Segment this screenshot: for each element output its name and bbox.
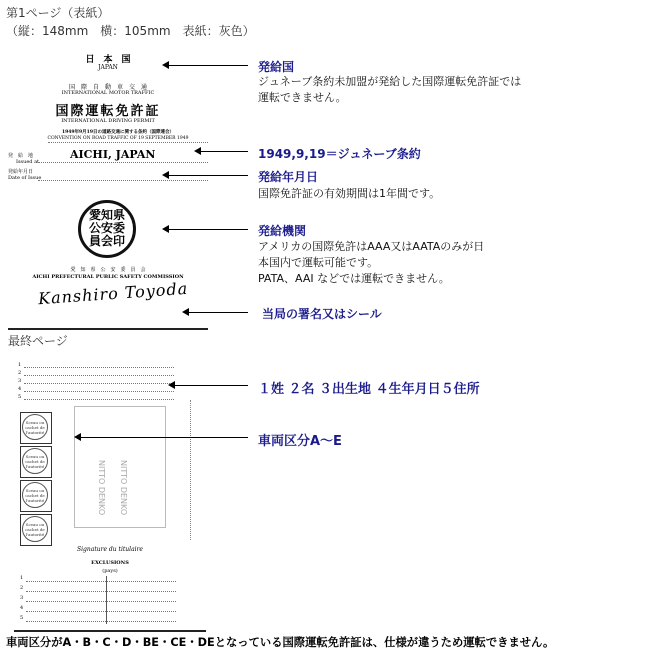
- arrow-fields: [174, 385, 248, 386]
- cover-date-jp: 発給年月日: [8, 169, 34, 175]
- page-spec: （縦：148mm 横：105mm 表紙：灰色）: [6, 24, 255, 38]
- exclusion-number: 4: [20, 605, 24, 611]
- field-number: 5: [18, 394, 22, 400]
- cover-signature: Kanshiro Toyoda: [37, 278, 189, 309]
- cover-permit-en: INTERNATIONAL DRIVING PERMIT: [61, 118, 155, 124]
- arrow-issue-date: [168, 175, 248, 176]
- cover-date-en: Date of Issue: [8, 175, 42, 181]
- field-number: 2: [18, 370, 22, 376]
- cover-scan: [8, 40, 208, 330]
- arrow-convention: [200, 151, 248, 152]
- stamp-category-d: Sceau ou cachet de l'autorité: [22, 516, 48, 542]
- exclusions-sub: (pays): [102, 568, 118, 574]
- field-number: 4: [18, 386, 22, 392]
- page-title: 第1ページ（表紙）: [6, 6, 110, 20]
- arrow-vehicle-category: [80, 437, 248, 438]
- stamp-category-b: Sceau ou cachet de l'autorité: [22, 448, 48, 474]
- last-page-title: 最終ページ: [8, 334, 68, 348]
- authority-seal: [78, 200, 136, 258]
- cover-traffic-en: INTERNATIONAL MOTOR TRAFFIC: [61, 90, 155, 96]
- exclusion-number: 2: [20, 585, 24, 591]
- authority-note-3: PATA、AAI などでは運転できません。: [258, 272, 450, 285]
- issue-date-label: 発給年月日: [258, 170, 319, 184]
- fields-label: １姓 ２名 ３出生地 ４生年月日５住所: [258, 382, 480, 397]
- field-number: 1: [18, 362, 22, 368]
- cover-issued-at-jp: 発 給 地: [8, 153, 34, 159]
- field-number: 3: [18, 378, 22, 384]
- cover-country-en: JAPAN: [98, 64, 118, 71]
- authority-note-1: アメリカの国際免許はAAA又はAATAのみが日: [258, 240, 485, 253]
- exclusion-number: 5: [20, 615, 24, 621]
- cover-issued-at-en: Issued at: [16, 159, 40, 165]
- arrow-issuing-authority: [168, 229, 248, 230]
- last-page-scan: [14, 350, 206, 632]
- arrow-signature: [188, 312, 248, 313]
- authority-note-2: 本国内で運転可能です。: [258, 256, 379, 269]
- stamp-category-a: Sceau ou cachet de l'autorité: [22, 414, 48, 440]
- cover-traffic-jp: 国 際 自 動 車 交 通: [68, 84, 147, 91]
- authority-seal-text: 愛知県公安委員会印: [88, 209, 125, 248]
- cover-convention-en: CONVENTION ON ROAD TRAFFIC OF 19 SEPTEMBER 1949: [47, 136, 189, 141]
- cover-country-jp: 日 本 国: [85, 55, 131, 65]
- cover-permit-jp: 国際運転免許証: [55, 104, 161, 119]
- stamp-category-c: Sceau ou cachet de l'autorité: [22, 482, 48, 508]
- vehicle-category-label: 車両区分A～E: [258, 434, 342, 449]
- company-stamp-2: NITTO DENKO: [119, 460, 128, 516]
- issuing-authority-label: 発給機関: [258, 224, 307, 238]
- convention-label: 1949,9,19＝ジュネーブ条約: [258, 147, 421, 161]
- cover-authority-jp: 愛 知 県 公 安 委 員 会: [70, 267, 146, 273]
- cover-authority-en: AICHI PREFECTURAL PUBLIC SAFETY COMMISSION: [32, 274, 184, 280]
- cover-issued-at-value: AICHI, JAPAN: [70, 148, 156, 161]
- exclusions-title: EXCLUSIONS: [91, 560, 129, 566]
- company-stamp-1: NITTO DENKO: [97, 460, 106, 516]
- signature-label: 当局の署名又はシール: [262, 307, 382, 321]
- cover-convention-jp: 1949年9月19日の道路交通に関する条約（国際連合）: [62, 130, 174, 135]
- exclusion-number: 1: [20, 575, 24, 581]
- footer-note: 車両区分がA・B・C・D・BE・CE・DEとなっている国際運転免許証は、仕様が違うため運転できません。: [6, 636, 555, 649]
- signature-caption: Signature du titulaire: [77, 546, 143, 553]
- issuing-country-note: ジュネーブ条約未加盟が発給した国際運転免許証では運転できません。: [258, 75, 522, 104]
- exclusion-number: 3: [20, 595, 24, 601]
- issuing-country-label: 発給国: [258, 60, 295, 74]
- arrow-issuing-country: [168, 65, 248, 66]
- issue-date-note: 国際免許証の有効期間は1年間です。: [258, 187, 441, 200]
